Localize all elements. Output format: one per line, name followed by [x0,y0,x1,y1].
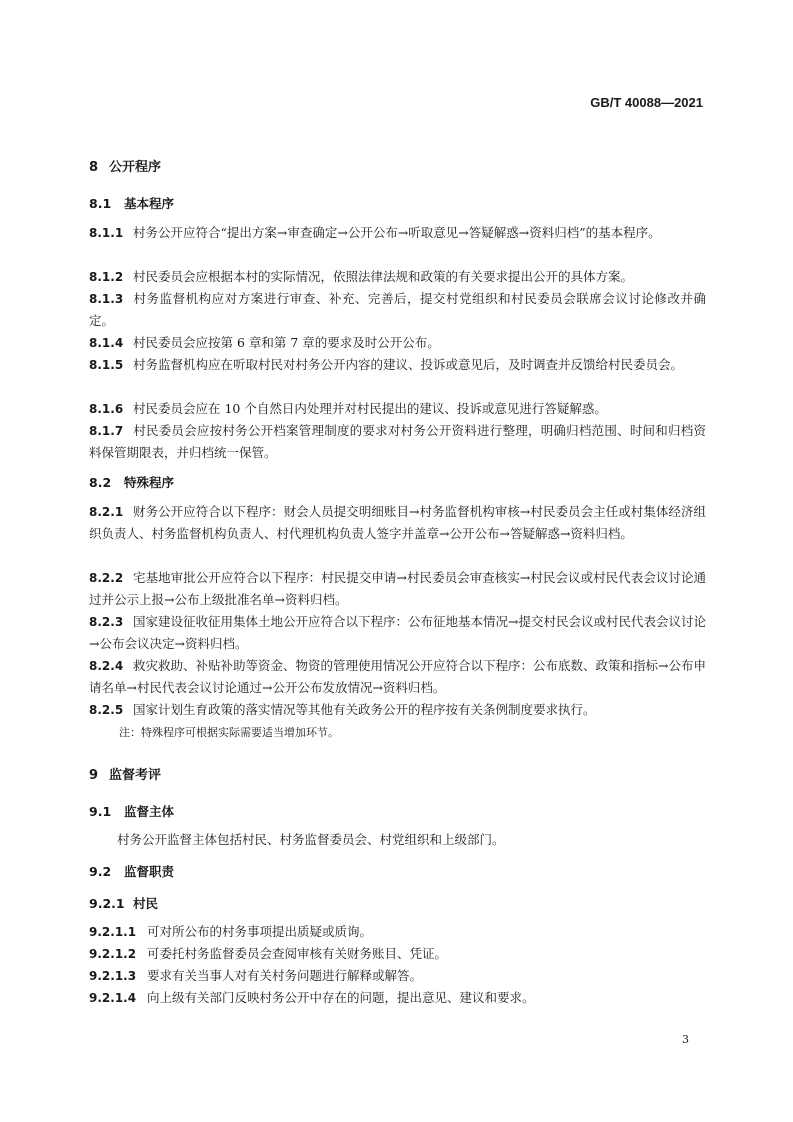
section-title: 监督考评 [109,768,162,783]
clause-text: 村民委员会应按第 6 章和第 7 章的要求及时公开公布。 [133,335,440,350]
section-heading [89,156,161,175]
subsubsection-title: 村民 [133,896,159,911]
clause-paragraph [89,288,706,332]
clause-number: 8.2.2 [89,571,124,585]
clause-number: 8.2.1 [89,505,124,519]
note: 注：特殊程序可根据实际需要适当增加环节。 [119,726,339,739]
body-paragraph: 村务公开监督主体包括村民、村务监督委员会、村党组织和上级部门。 [117,832,505,847]
subsection-number: 9.1 [89,804,112,819]
section-number: 9 [89,768,99,783]
clause-number: 8.1.7 [89,424,124,438]
clause-paragraph [89,699,706,721]
clause-number: 8.1.3 [89,292,124,306]
clause-paragraph [89,655,706,699]
clause-paragraph [89,943,706,965]
clause-text: 财务公开应符合以下程序：财会人员提交明细账目→村务监督机构审核→村民委员会主任或村集体经济组织负责人、村务监督机构负责人、村代理机构负责人签字并盖章→公开公布→答疑解惑→资料归档。 [89,504,706,541]
subsection-heading [89,802,174,820]
section-title: 公开程序 [109,160,162,175]
section-heading [89,764,161,783]
subsection-title: 监督职责 [124,864,175,879]
clause-text: 村民委员会应根据本村的实际情况，依照法律法规和政策的有关要求提出公开的具体方案。 [133,269,634,284]
subsection-heading [89,194,174,212]
section-number: 8 [89,160,99,175]
clause-number: 9.2.1.1 [89,925,137,939]
clause-number: 8.2.3 [89,615,124,629]
clause-paragraph [89,965,706,987]
subsubsection-heading [89,894,158,912]
clause-number: 9.2.1.2 [89,947,137,961]
subsection-heading [89,862,174,880]
clause-number: 9.2.1.3 [89,969,137,983]
clause-paragraph [89,987,706,1009]
clause-paragraph [89,222,706,244]
clause-paragraph [89,398,706,420]
clause-number: 8.1.2 [89,270,124,284]
clause-number: 8.2.4 [89,659,124,673]
clause-number: 8.1.1 [89,226,124,240]
clause-paragraph [89,354,706,376]
clause-number: 8.1.4 [89,336,124,350]
clause-text: 村务监督机构应对方案进行审查、补充、完善后，提交村党组织和村民委员会联席会议讨论修改并确定。 [89,291,706,328]
clause-paragraph [89,501,706,545]
clause-text: 可对所公布的村务事项提出质疑或质询。 [147,924,373,939]
subsection-title: 基本程序 [124,196,175,211]
subsubsection-number: 9.2.1 [89,896,125,911]
clause-paragraph [89,567,706,611]
clause-text: 国家建设征收征用集体土地公开应符合以下程序：公布征地基本情况→提交村民会议或村民代表会议讨论→公布会议决定→资料归档。 [89,614,706,651]
clause-paragraph [89,611,706,655]
clause-text: 救灾救助、补贴补助等资金、物资的管理使用情况公开应符合以下程序：公布底数、政策和指标→公布申请名单→村民代表会议讨论通过→公开公布发放情况→资料归档。 [89,658,706,695]
clause-text: 村务监督机构应在听取村民对村务公开内容的建议、投诉或意见后，及时调查并反馈给村民委员会。 [133,357,684,372]
clause-paragraph [89,420,706,464]
clause-text: 宅基地审批公开应符合以下程序：村民提交申请→村民委员会审查核实→村民会议或村民代表会议讨论通过并公示上报→公布上级批准名单→资料归档。 [89,570,706,607]
clause-text: 向上级有关部门反映村务公开中存在的问题，提出意见、建议和要求。 [147,990,535,1005]
clause-number: 8.1.6 [89,402,124,416]
clause-number: 8.2.5 [89,703,124,717]
clause-text: 可委托村务监督委员会查阅审核有关财务账目、凭证。 [147,946,448,961]
clause-text: 村民委员会应在 10 个自然日内处理并对村民提出的建议、投诉或意见进行答疑解惑。 [133,401,607,416]
clause-text: 要求有关当事人对有关村务问题进行解释或解答。 [147,968,423,983]
clause-number: 8.1.5 [89,358,124,372]
clause-paragraph [89,921,706,943]
subsection-title: 监督主体 [124,804,175,819]
clause-text: 国家计划生育政策的落实情况等其他有关政务公开的程序按有关条例制度要求执行。 [133,702,596,717]
clause-paragraph [89,266,706,288]
clause-text: 村民委员会应按村务公开档案管理制度的要求对村务公开资料进行整理，明确归档范围、时间和归档资料保管期限表，并归档统一保管。 [89,423,706,460]
clause-paragraph [89,332,706,354]
page-number: 3 [682,1033,689,1046]
clause-text: 村务公开应符合“提出方案→审查确定→公开公布→听取意见→答疑解惑→资料归档”的基本程序。 [133,225,661,240]
subsection-number: 9.2 [89,864,112,879]
standard-number: GB/T 40088—2021 [590,95,703,110]
clause-number: 9.2.1.4 [89,991,137,1005]
subsection-title: 特殊程序 [124,475,175,490]
subsection-heading [89,473,174,491]
subsection-number: 8.1 [89,196,112,211]
subsection-number: 8.2 [89,475,112,490]
